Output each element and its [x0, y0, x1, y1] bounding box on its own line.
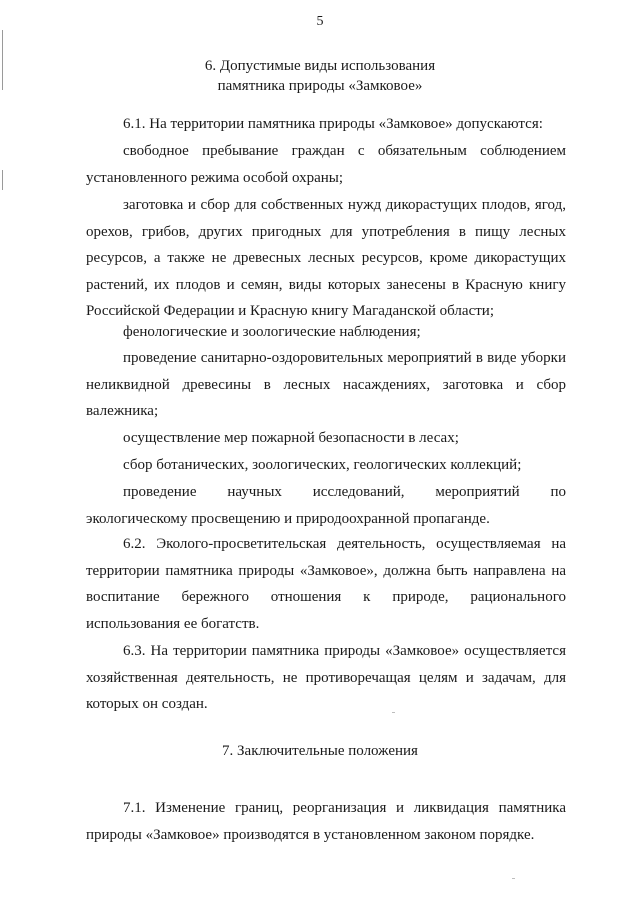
paragraph-6-1-intro: 6.1. На территории памятника природы «Замковое» допускаются:	[123, 116, 543, 132]
scan-dot	[512, 878, 515, 879]
section-6-title-line1: 6. Допустимые виды использования	[204, 58, 436, 74]
list-item-collections: сбор ботанических, зоологических, геологических коллекций;	[123, 457, 522, 473]
list-item-sanitary: проведение санитарно-оздоровительных мероприятий в виде уборки неликвидной древесины в лесных насаждениях, заготовка и сбор валежника;	[86, 350, 566, 419]
page-number: 5	[316, 14, 324, 29]
section-7-title: 7. Заключительные положения	[222, 743, 418, 759]
list-item-free-stay: свободное пребывание граждан с обязательным соблюдением установленного режима особой охраны;	[86, 143, 566, 186]
section-6-title-line2: памятника природы «Замковое»	[217, 78, 423, 94]
list-item-research-line2: экологическому просвещению и природоохранной пропаганде.	[86, 511, 490, 527]
paragraph-6-3: 6.3. На территории памятника природы «Замковое» осуществляется хозяйственная деятельность, не противоречащая целям и задачам, для которых он создан.	[86, 643, 566, 712]
list-item-fire-safety: осуществление мер пожарной безопасности в лесах;	[123, 430, 459, 446]
list-item-research-line1: проведение научных исследований, мероприятий по	[123, 484, 566, 500]
paragraph-6-2: 6.2. Эколого-просветительская деятельность, осуществляемая на территории памятника природы «Замковое», должна быть направлена на воспитание бережного отношения к природе, рационального использования ее богатств.	[86, 536, 566, 632]
list-item-observations: фенологические и зоологические наблюдения;	[123, 324, 421, 340]
list-item-harvest: заготовка и сбор для собственных нужд дикорастущих плодов, ягод, орехов, грибов, других пригодных для употребления в пищу лесных ресурсов, а также не древесных лесных ресурсов, кроме дикорастущих растений, их плодов и семян, виды которых занесены в Красную книгу Российской Федерации и Красную книгу Магаданской области;	[86, 197, 566, 319]
scan-edge-mark	[2, 170, 3, 190]
paragraph-7-1: 7.1. Изменение границ, реорганизация и ликвидация памятника природы «Замковое» производятся в установленном законом порядке.	[86, 800, 566, 843]
section-6-title	[0, 56, 640, 96]
